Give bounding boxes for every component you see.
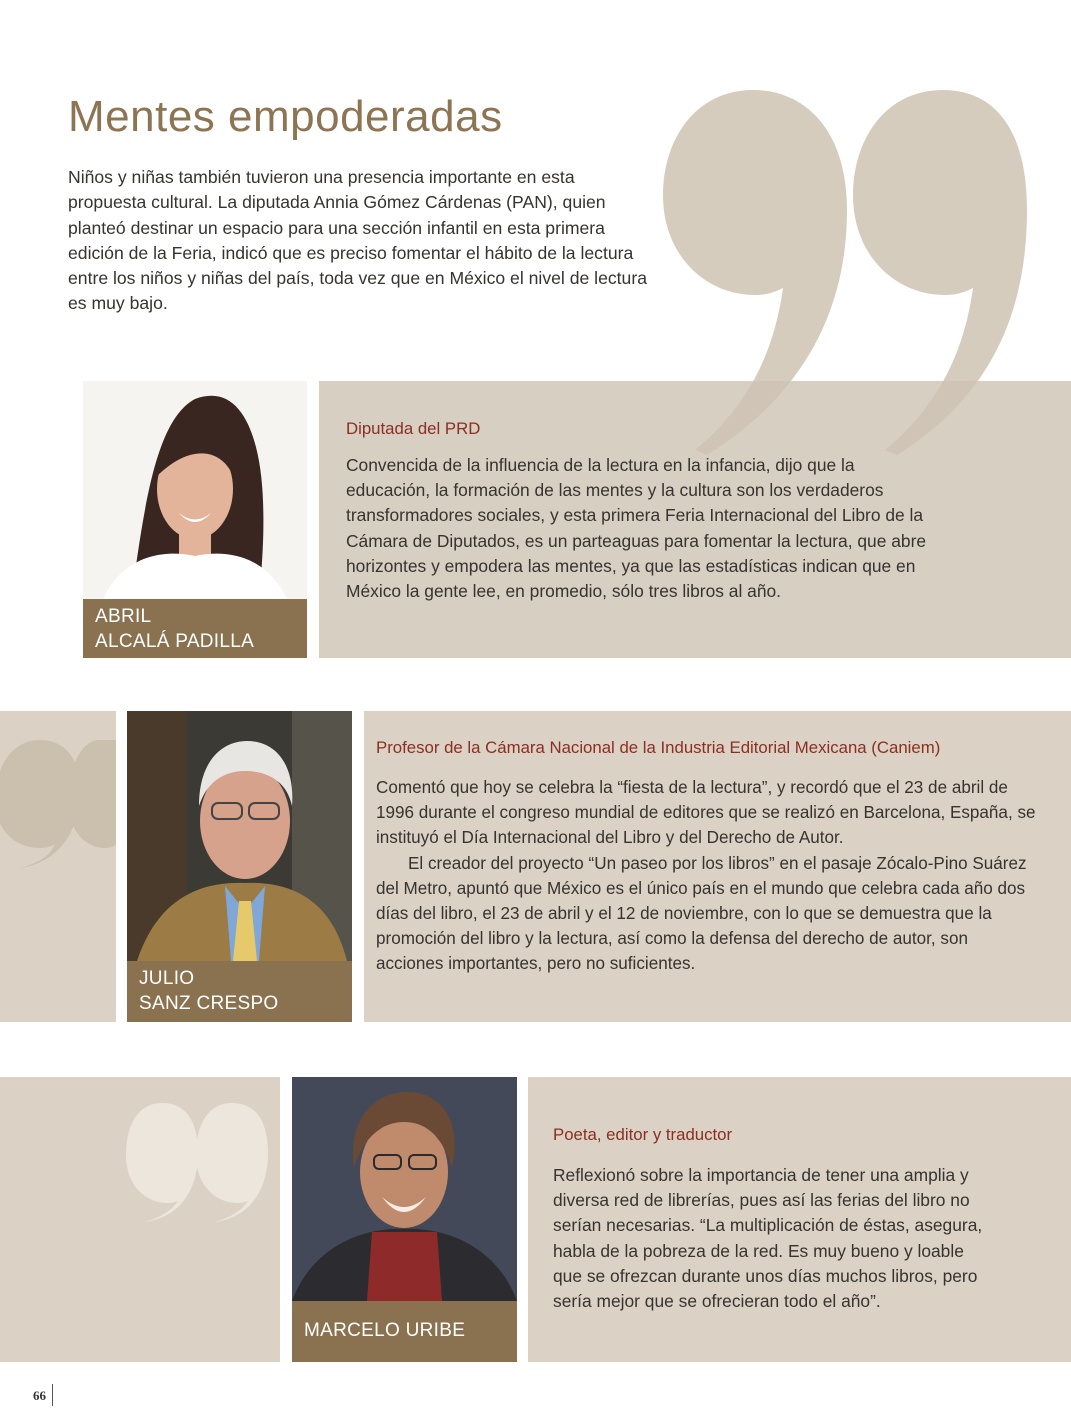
profile-text-abril — [346, 453, 936, 604]
profile-name-abril — [83, 599, 307, 658]
profile-paragraph: Comentó que hoy se celebra la “fiesta de la lectura”, y recordó que el 23 de abril de 1996 durante el congreso mundial de editores que se realizó en Barcelona, España, se instituyó el Día Internacional del Libro y del Derecho de Autor. — [376, 778, 1036, 848]
portrait-photo-julio — [127, 711, 352, 961]
name-line-2: SANZ CRESPO — [139, 993, 279, 1014]
profile-text-marcelo — [553, 1163, 983, 1314]
profile-role-julio: Profesor de la Cámara Nacional de la Industria Editorial Mexicana (Caniem) — [376, 738, 941, 757]
name-line-2: ALCALÁ PADILLA — [95, 631, 255, 652]
profile-name-marcelo — [292, 1301, 517, 1362]
name-line-1: MARCELO URIBE — [304, 1320, 466, 1341]
quote-mark-icon — [120, 1095, 270, 1225]
portrait-photo-marcelo — [292, 1077, 517, 1301]
page-number: 66 — [33, 1388, 46, 1403]
profile-paragraph: Convencida de la influencia de la lectura en la infancia, dijo que la educación, la formación de las mentes y la cultura son los verdaderos transformadores sociales, y esta primera Feria Internacional del Libro de la Cámara de Diputados, es un parteaguas para fomentar la lectura, que abre horizontes y empodera las mentes, ya que las estadísticas indican que en México la gente lee, en promedio, sólo tres libros al año. — [346, 455, 927, 602]
name-line-1: JULIO — [139, 968, 195, 989]
page-title: Mentes empoderadas — [68, 92, 503, 141]
profile-role-abril: Diputada del PRD — [346, 419, 481, 438]
page-number-divider — [52, 1384, 53, 1406]
profile-text-julio — [376, 775, 1036, 977]
profile-role-marcelo: Poeta, editor y traductor — [553, 1125, 733, 1144]
quote-mark-icon — [0, 730, 116, 870]
name-line-1: ABRIL — [95, 606, 152, 627]
portrait-photo-abril — [83, 381, 307, 599]
profile-paragraph: Reflexionó sobre la importancia de tener una amplia y diversa red de librerías, pues así las ferias del libro no serían necesarias. “La multiplicación de éstas, asegura, habla de la pobreza de la red. Es muy bueno y loable que se ofrezcan durante unos días muchos libros, pero sería mejor que se ofrecieran todo el año”. — [553, 1165, 983, 1312]
profile-paragraph: El creador del proyecto “Un paseo por los libros” en el pasaje Zócalo-Pino Suárez del Metro, apuntó que México es el único país en el mundo que celebra cada año dos días del libro, el 23 de abril y el 12 de noviembre, con lo que se demuestra que la promoción del libro y la lectura, así como la defensa del derecho de autor, son acciones importantes, pero no suficientes. — [376, 853, 1027, 974]
profile-name-julio — [127, 961, 352, 1022]
intro-paragraph: Niños y niñas también tuvieron una presencia importante en esta propuesta cultural. La diputada Annia Gómez Cárdenas (PAN), quien planteó destinar un espacio para una sección infantil en esta primera edición de la Feria, indicó que es preciso fomentar el hábito de la lectura entre los niños y niñas del país, toda vez que en México el nivel de lectura es muy bajo. — [68, 167, 647, 314]
